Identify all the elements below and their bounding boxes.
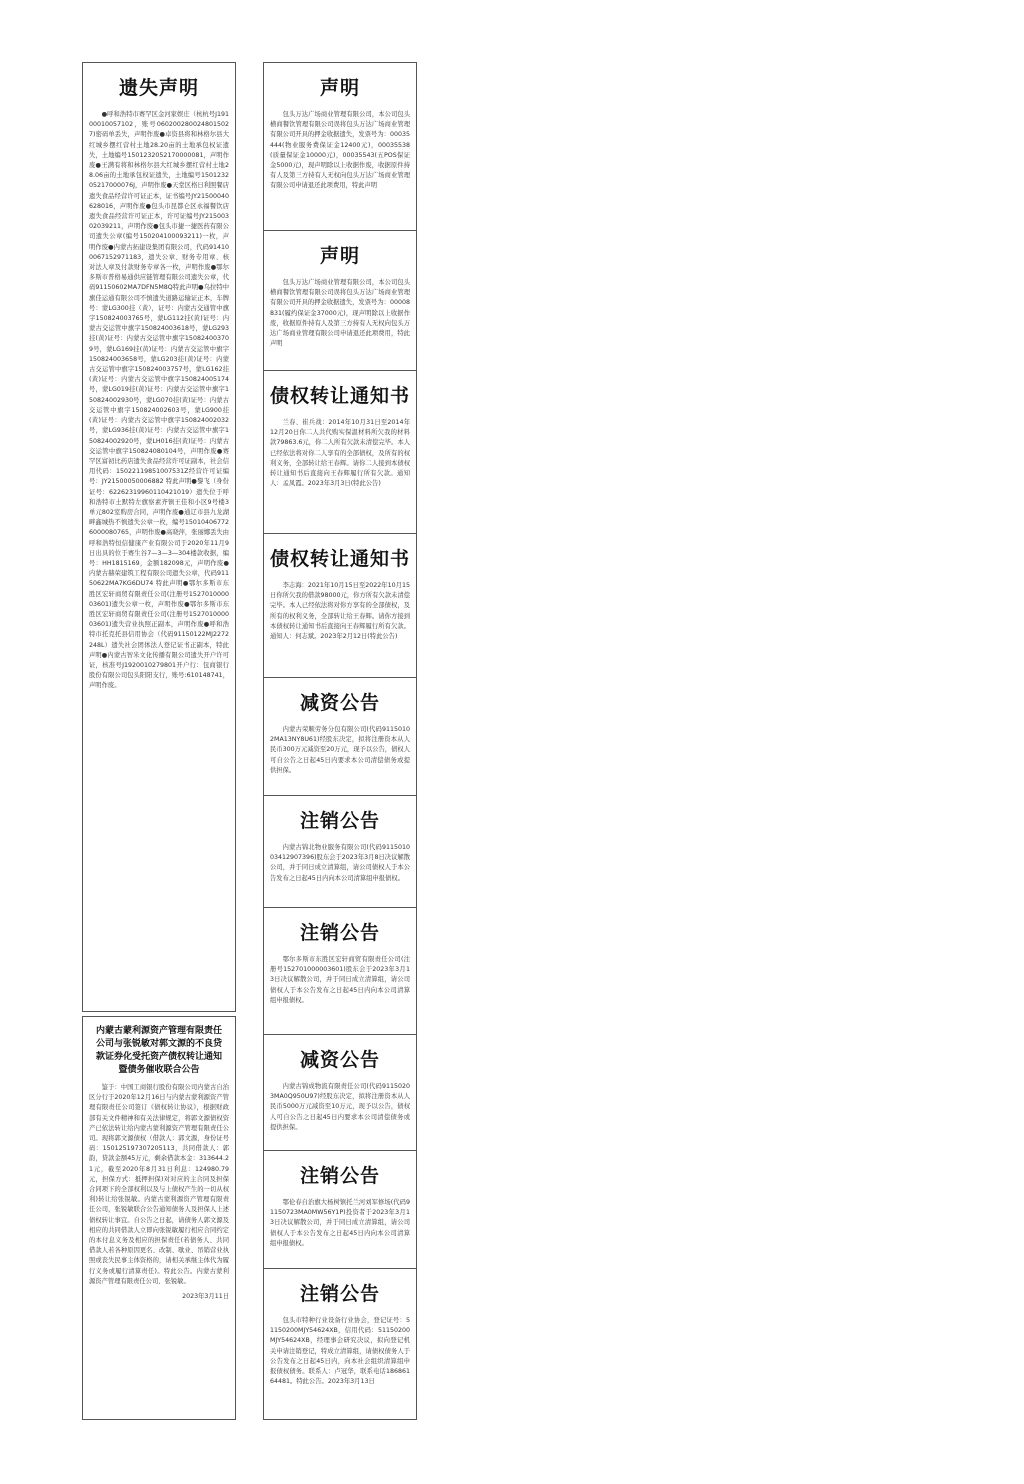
notice-body: 内蒙古荣顺劳务分包有限公司(代码91150102MA13NY8U61)经股东决定，拟将注册资本从人民币300万元减资至20万元，现予以公告，债权人可自公告之日起45日内要求本公司清偿债务或提供担保。 [270,726,410,774]
lost-notice [83,63,235,1011]
left-column-top [82,62,236,1012]
capital-reduction-notice [264,678,416,796]
notice-title: 债权转让通知书 [270,385,411,407]
notice-body: 李志海：2021年10月15日至2022年10月15日你所欠我的借款98000元，你方所有欠款未清偿完毕。本人已经依法将对你方享有的全部债权，及所有的权利义务，全部转让给王春辉。请你方接到本债权转让通知书后直接向王春辉履行所有欠款。通知人：何志斌。2023年2月12日(特此公告) [270,582,410,641]
right-column [263,62,417,1420]
notice-title: 注销公告 [299,810,380,832]
notice-title: 注销公告 [299,1165,380,1187]
declaration-notice [264,231,416,371]
capital-reduction-notice [264,1035,416,1151]
deregistration-notice [264,1151,416,1269]
notice-date: 2023年3月11日 [182,1293,229,1301]
declaration-notice [264,63,416,231]
notice-title: 声明 [319,245,360,267]
notice-title: 声明 [319,77,360,99]
notice-body: 包头市特种行业设备行业协会，登记证号：51150200MJY54624XB，信用代码：51150200MJY54624XB，经理事会研究决议，拟向登记机关申请注销登记，特成立清算组，请债权债务人于公告发布之日起45日内，向本社会组织清算组申报债权债务。联系人：卢冠华，联系电话18686164481。特此公告。2023年3月13日 [270,1317,410,1386]
notice-body: 包头万达广场商业管理有限公司，本公司包头横商餐饮管理有限公司误将包头万达广场商业管理有限公司开具的押金收据遗失，发票号为：00008831(履约保证金37000元)，现声明除以上收据作废，收据原件持有人及第三方持有人无权向包头万达广场商业管理有限公司申请退还此项费用，特此声明 [270,279,410,348]
joint-debt-notice [83,1017,235,1419]
notice-body: 兰春、崔兵战：2014年10月31日至2014年12月20日你二人共代购实保温材料所欠我的材料款79863.6元，你二人所有欠款未清偿完毕。本人已经依法将对你二人享有的全部债权，及所有的权利义务，全部转让给王春辉。请你二人接到本债权转让通知书后直接向王春辉履行所有欠款。通知人：孟凤霞。2023年3月3日(特此公告) [270,419,410,488]
notice-body: 内蒙古锦成物流有限责任公司(代码91150203MA0Q950U97)经股东决定，拟将注册资本从人民币5000万元减资至10万元，现予以公告，债权人可自公告之日起45日内要求本公司清偿债务或提供担保。 [270,1083,410,1131]
deregistration-notice [264,1269,416,1421]
debt-transfer-notice [264,534,416,678]
notice-body: 鉴于：中国工商银行股份有限公司内蒙古自治区分行于2020年12月16日与内蒙古蒙利源资产管理有限责任公司签订《债权转让协议》，根据财政部有关文件精神和有关法律规定，将郭文源债权资产已依法转让给内蒙古蒙利源资产管理有限责任公司。现将郭文源债权（借款人：郭文源，身份证号码：150125197307205113，共同借款人：郭韵，贷款金额45万元，剩余借款本金：313644.21元，截至2020年8月31日利息：124980.79元，担保方式：抵押担保)对对应的主合同及担保合同项下的全部权利以及与上债权产生的一切从权利)转让给张锐敏。内蒙古蒙利源资产管理有限责任公司，张锐敏联合公告通知债务人及担保人上述债权转让事宜。自公告之日起，请债务人郭文源及相应的共同借款人立即向张锐敏履行相应合同约定的本付息义务及相应的担保责任(若债务人、共同借款人若各种原因更名、改制、歇业、吊销营业执照或丧失民事主体资格的，请相关承继主体代为履行义务或履行清算责任)。特此公告。内蒙古蒙利源资产管理有限责任公司、张锐敏。 [89,1084,229,1285]
notice-title: 减资公告 [299,1049,380,1071]
debt-transfer-notice [264,371,416,534]
notice-title: 注销公告 [299,1283,380,1305]
notice-body: 包头万达广场商业管理有限公司，本公司包头横商餐饮管理有限公司误将包头万达广场商业管理有限公司开具的押金收据遗失，发票号为：00035444(物业服务费保证金12400元)，00035538(质量保证金10000元)，00035543(五POS保证金5000元)，现声明除以上收据作废，收据原件持有人及第三方持有人无权向包头万达广场商业管理有限公司申请退还此项费用，特此声明 [270,111,410,190]
left-column-bottom [82,1016,236,1420]
notice-body: ●呼和浩特市赛罕区金河家娱庄（杭杭号J19100010057102，账号0602002800248015027)密码单丢失，声明作废●卓资县将和林格尔县大红城乡摆红营村土地28.20亩的土地承包权证遗失，土地编号1501232052170000081，声明作废●王满有将和林格尔县大红城乡摆红营村土地28.06亩的土地承包权证遗失，土地编号150123205217000076J，声明作废●天堂区格日利照餐店遗失食品经营许可证正本，证书编号JY21500040628016，声明作废●包头市昆都仑区永福餐饮店遗失食品经营许可证正本，许可证编号JY21500302039211，声明作废●包头市捷一捷医药有限公司遗失公章(编号150204100093211)一枚，声明作废●内蒙古拓建设集团有限公司，代码914100067152971183，遗失公章、财务专用章、核对法人章及付款财务专章各一枚，声明作废●鄂尔多斯市普格易通供应链管理有限公司遗失公章，代码91150602MA7DFN5M8Q特此声明●乌拉特中旗佳运通有限公司不慎遗失道路运输证正本，车牌号：蒙LG300挂（黄），证号：内蒙古交通管中旗字150824003765号，蒙LG112挂(黄)证号：内蒙古交运管中旗字150824003618号，蒙LG293挂(黄)证号：内蒙古交运管中旗字150824003709号，蒙LG169挂(黄)证号：内蒙古交运管中旗字150824003658号，蒙LG203挂(黄)证号：内蒙古交运管中旗字150824003757号，蒙LG162挂(黄)证号：内蒙古交运管中旗字150824005174号，蒙LG019挂(黄)证号：内蒙古交运管中旗字150824002930号，蒙LG070挂(黄)证号：内蒙古交运管中旗字150824002603号，蒙LG900挂(黄)证号：内蒙古交运管中旗字150824002032号，蒙LG936挂(黄)证号：内蒙古交运管中旗字150824002920号，蒙LH016挂(黄)证号：内蒙古交运管中旗字150824080104号，声明作废●赛罕区富初比药店遗失食品经营许可证副本，社会信用代码：15022119851007531Z经营许可证编号：JY21500050006882 特此声明●黎飞（身份证号：62262319960110421019）遗失位于呼和浩特市土默特左旗察素齐镇王佳和小区9号楼3单元802室购房合同，声明作废●通辽市县九龙湖畔鑫城热不慎遗失公章一枚，编号150104067726000080765，声明作废●高晓萍，张丽娜丢失由呼和浩特恒信健康产业有限公司于2020年11月9日出具的位于赛生谷7—3—3—304楼款收据，编号：HH1815169，金额182098元，声明作废●内蒙古赫荣建筑工程有限公司遗失公章，代码91150622MA7KG6DU74 特此声明●鄂尔多斯市东胜区宏轩商贸有限责任公司(注册号152701000003601)遗失公章一枚，声明作废●鄂尔多斯市东胜区宏轩商贸有限责任公司(注册号152701000003601)遗失营业执照正副本，声明作废●呼和浩特市托克托县信用协会（代码91150122MJ2272248L）遗失社会团体法人登记证书正副本，特此声明●内蒙古智米文化传播有限公司遗失开户许可证，核准号J1920010279801开户行：包商银行股份有限公司包头阳阳支行，账号:610148741，声明作废。 [89,111,230,690]
notice-body: 鄂尔多斯市东胜区宏轩商贸有限责任公司(注册号152701000003601)股东会于2023年3月13日决议解散公司，并于同日成立清算组，请公司债权人于本公告发布之日起45日内向本公司清算组申报债权。 [270,956,410,1004]
notice-title: 内蒙古蒙利源资产管理有限责任公司与张锐敏对郭文源的不良贷款证券化受托资产债权转让通知暨债务催收联合公告 [95,1026,222,1075]
notice-title: 债权转让通知书 [270,548,411,570]
notice-title: 注销公告 [299,922,380,944]
deregistration-notice [264,908,416,1035]
notice-title: 遗失声明 [118,77,199,99]
deregistration-notice [264,796,416,908]
notice-body: 鄂伦春自治旗大杨树镇托兰河刘军修场(代码91150723MA0MW56Y1P)投资者于2023年3月13日决议解散公司，并于同日成立清算组，请公司债权人于本公告发布之日起45日内向本公司清算组申报债权。 [270,1199,410,1247]
notice-body: 内蒙古锦北物业服务有限公司(代码911501003412907396)股东会于2023年3月8日决议解散公司，并于同日成立清算组，请公司债权人于本公告发布之日起45日内向本公司清算组申报债权。 [270,844,410,882]
notice-title: 减资公告 [299,692,380,714]
